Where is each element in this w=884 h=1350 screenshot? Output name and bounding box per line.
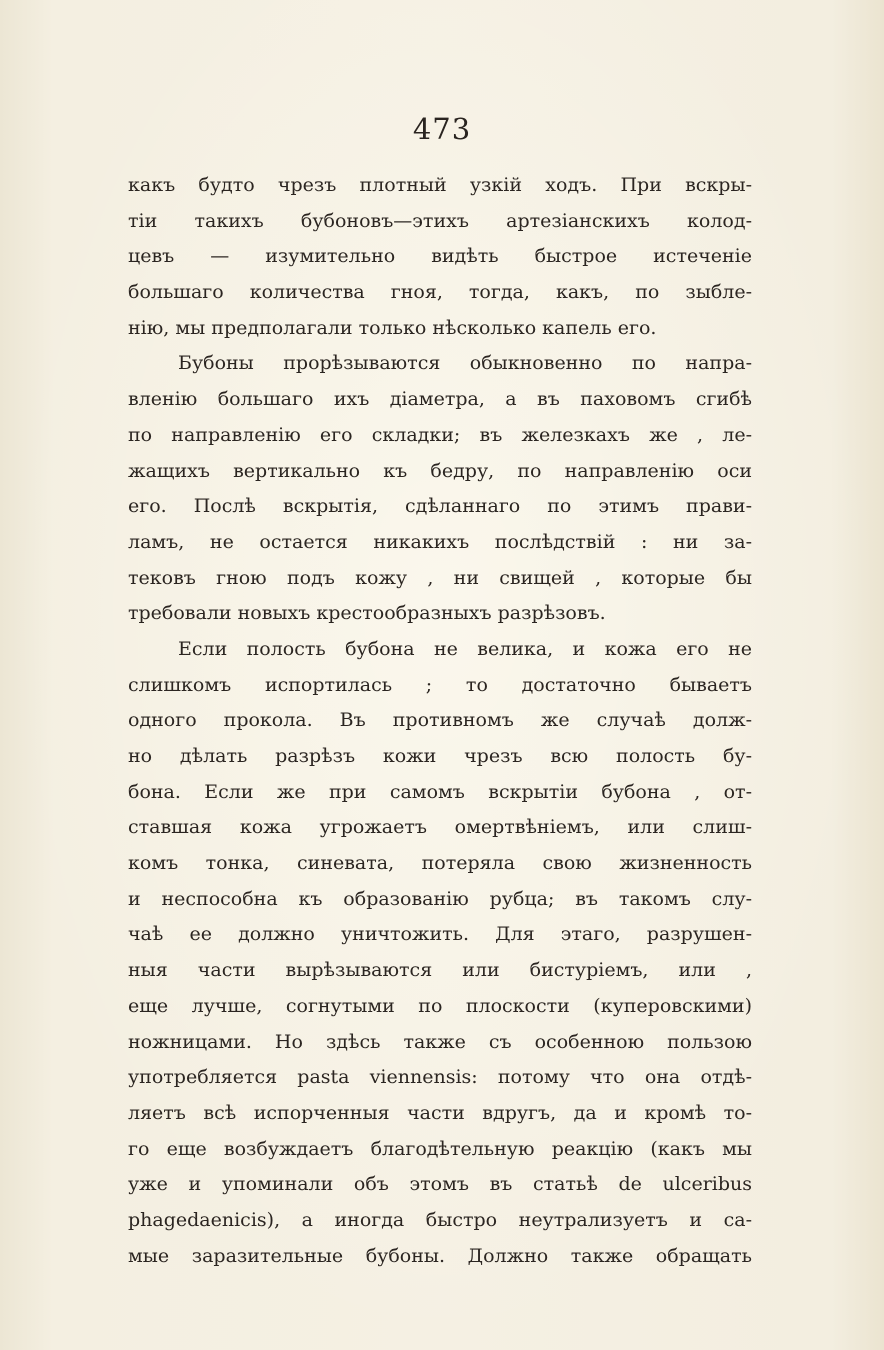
text-line: цевъ — изумительно видѣть быстрое истеченіе [128, 245, 752, 268]
text-line: го еще возбуждаетъ благодѣтельную реакцію (какъ мы [128, 1137, 752, 1160]
text-line: комъ тонка, синевата, потеряла свою жизненность [128, 852, 752, 875]
text-line: ставшая кожа угрожаетъ омертвѣніемъ, или слиш- [128, 816, 752, 839]
text-line: Бубоны прорѣзываются обыкновенно по напра- [178, 352, 752, 375]
text-line: тіи такихъ бубоновъ—этихъ артезіанскихъ колод- [128, 209, 752, 232]
text-line: и неспособна къ образованію рубца; въ такомъ слу- [128, 887, 752, 910]
text-line: чаѣ ее должно уничтожить. Для этаго, разрушен- [128, 923, 752, 946]
text-line: требовали новыхъ крестообразныхъ разрѣзовъ. [128, 602, 606, 625]
text-line: ножницами. Но здѣсь также съ особенною пользою [128, 1030, 752, 1053]
text-line: его. Послѣ вскрытія, сдѣланнаго по этимъ прави- [128, 495, 752, 518]
text-line: жащихъ вертикально къ бедру, по направленію оси [128, 459, 752, 482]
text-line: нію, мы предполагали только нѣсколько капель его. [128, 316, 657, 339]
body-text [128, 168, 752, 1274]
text-line: вленію большаго ихъ діаметра, а въ паховомъ сгибѣ [128, 388, 752, 411]
text-line: ламъ, не остается никакихъ послѣдствій : ни за- [128, 530, 752, 553]
text-line: по направленію его складки; въ железкахъ же , ле- [128, 423, 752, 446]
text-line: уже и упоминали объ этомъ въ статьѣ de ulceribus [128, 1173, 752, 1196]
text-line: ныя части вырѣзываются или бистуріемъ, или , [128, 959, 752, 982]
text-line: тековъ гною подъ кожу , ни свищей , которые бы [128, 566, 752, 589]
text-line: Если полость бубона не велика, и кожа его не [178, 637, 752, 660]
text-line: еще лучше, согнутыми по плоскости (куперовскими) [128, 994, 752, 1017]
text-line: большаго количества гноя, тогда, какъ, по зыбле- [128, 281, 752, 304]
text-line: мые заразительные бубоны. Должно также обращать [128, 1244, 752, 1267]
text-line: одного прокола. Въ противномъ же случаѣ долж- [128, 709, 752, 732]
text-line: phagedaenicis), а иногда быстро неутрализуетъ и са- [128, 1208, 752, 1231]
text-line: ляетъ всѣ испорченныя части вдругъ, да и кромѣ то- [128, 1101, 752, 1124]
text-line: бона. Если же при самомъ вскрытіи бубона , от- [128, 780, 752, 803]
page-number: 473 [412, 112, 472, 146]
text-line: употребляется pasta viennensis: потому что она отдѣ- [128, 1066, 752, 1089]
text-line: слишкомъ испортилась ; то достаточно бываетъ [128, 673, 752, 696]
text-line: какъ будто чрезъ плотный узкій ходъ. При вскры- [128, 174, 752, 196]
text-line: но дѣлать разрѣзъ кожи чрезъ всю полость бу- [128, 745, 752, 767]
